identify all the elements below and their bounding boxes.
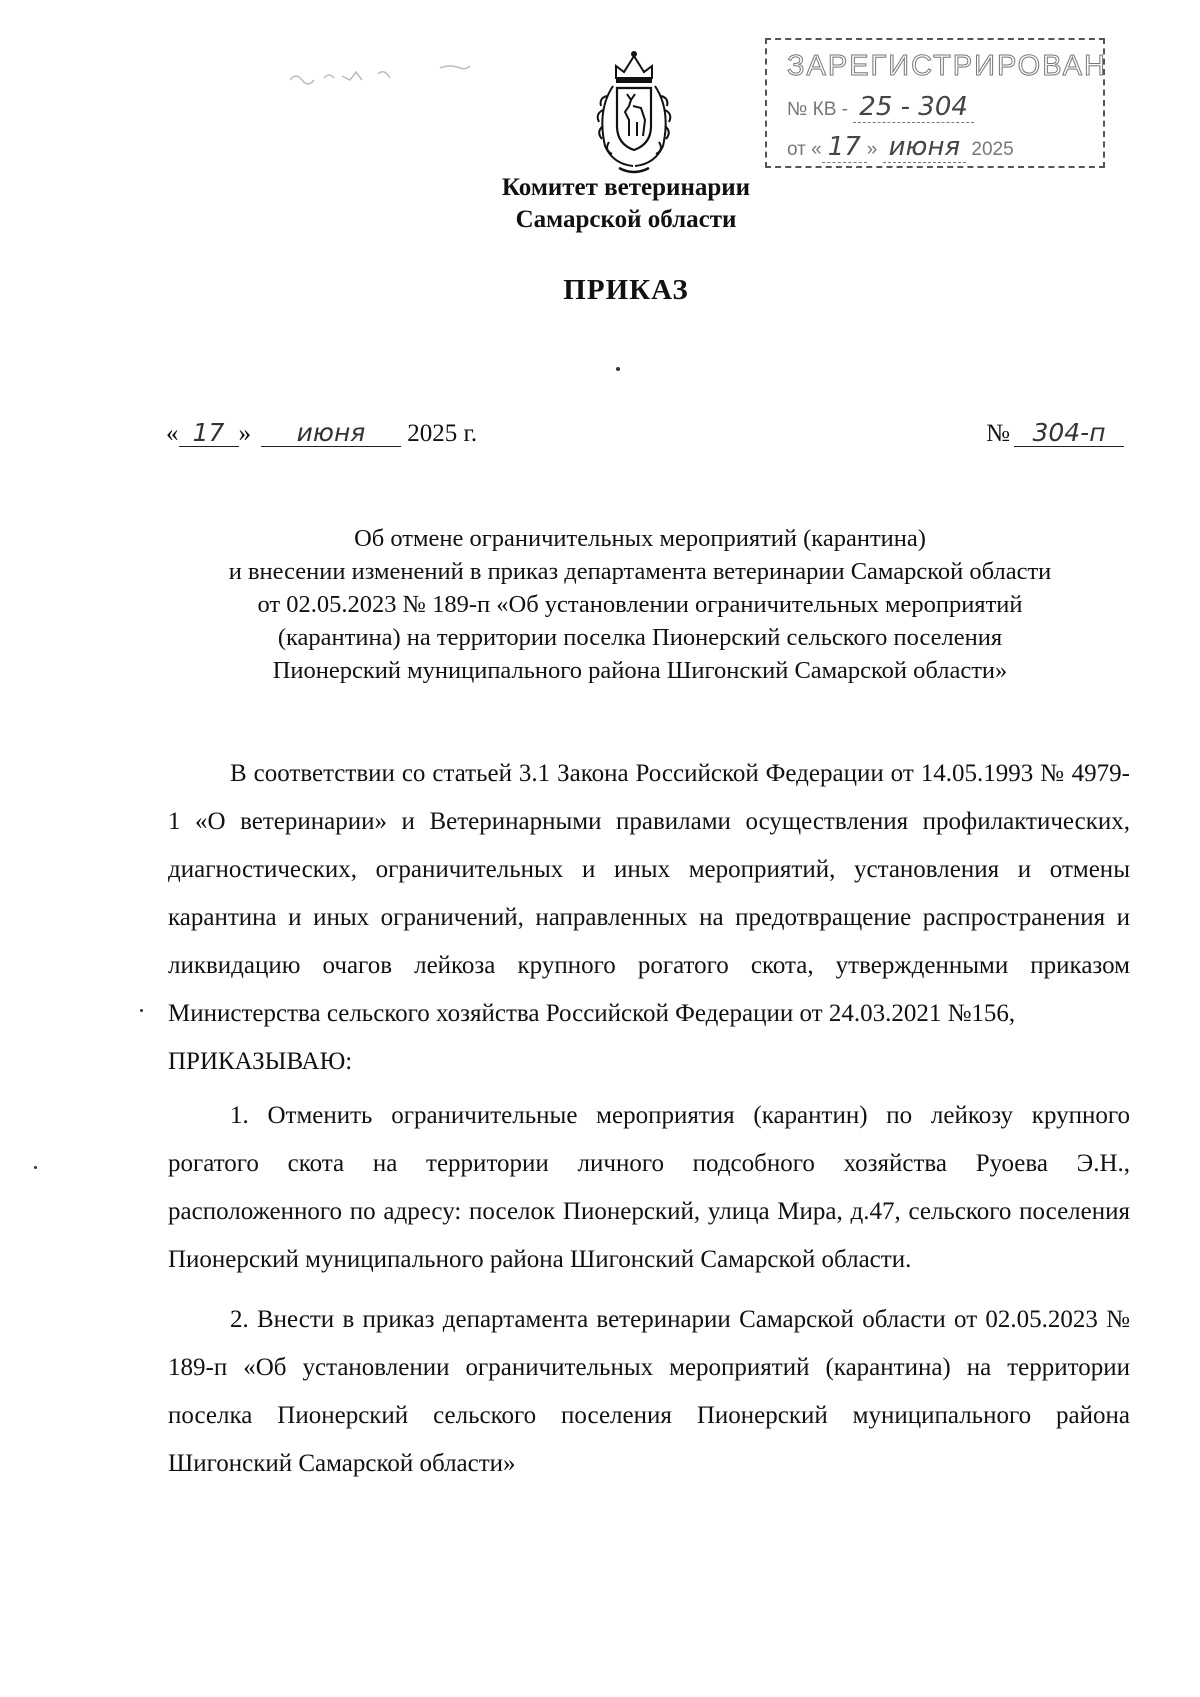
stamp-number-value: 25 - 304 xyxy=(853,92,974,123)
stamp-date-line xyxy=(787,132,1014,162)
faint-handwriting-mark xyxy=(290,62,490,92)
number-sign: № xyxy=(986,420,1010,447)
stamp-date-mid: » xyxy=(866,139,878,160)
order-subject xyxy=(150,522,1130,687)
registration-stamp xyxy=(765,38,1105,168)
order-number-line xyxy=(986,420,1124,448)
scan-speck xyxy=(616,367,620,371)
subject-line-5: Пионерский муниципального района Шигонский Самарской области» xyxy=(272,657,1008,684)
org-line-2: Самарской области xyxy=(515,206,737,233)
order-body xyxy=(168,750,1130,1488)
subject-line-1: Об отмене ограничительных мероприятий (карантина) xyxy=(354,525,926,552)
subject-line-4: (карантина) на территории поселка Пионерский сельского поселения xyxy=(277,624,1003,651)
organization-name xyxy=(0,172,1200,236)
org-line-1: Комитет ветеринарии xyxy=(501,174,751,201)
stamp-title: ЗАРЕГИСТРИРОВАН xyxy=(787,50,1107,82)
date-day-handwritten: 17 xyxy=(179,420,239,447)
subject-line-2: и внесении изменений в приказ департамента ветеринарии Самарской области xyxy=(228,558,1052,585)
order-item-2: 2. Внести в приказ департамента ветеринарии Самарской области от 02.05.2023 № 189-п «Об установлении ограничительных мероприятий (карантина) на территории поселка Пионерский сельского поселения Пионерский муниципального района Шигонский Самарской области» xyxy=(168,1306,1130,1477)
coat-of-arms-emblem xyxy=(589,48,679,176)
date-open-quote: « xyxy=(166,420,179,447)
stamp-date-year: 2025 xyxy=(971,139,1014,160)
stamp-number-prefix: № КВ - xyxy=(787,99,849,120)
scan-speck xyxy=(140,1009,143,1012)
preamble-paragraph: В соответствии со статьей 3.1 Закона Российской Федерации от 14.05.1993 № 4979-1 «О ветеринарии» и Ветеринарными правилами осуществления профилактических, диагностических, ограничительных и иных мероприятий, установления и отмены карантина и иных ограничений, направленных на предотвращение распространения и ликвидацию очагов лейкоза крупного рогатого скота, утвержденными приказом Министерства сельского хозяйства Российской Федерации от 24.03.2021 №156, xyxy=(168,760,1130,1027)
order-item-1: 1. Отменить ограничительные мероприятия (карантин) по лейкозу крупного рогатого скота на территории личного подсобного хозяйства Руоева Э.Н., расположенного по адресу: поселок Пионерский, улица Мира, д.47, сельского поселения Пионерский муниципального района Шигонский Самарской области. xyxy=(168,1102,1130,1273)
stamp-date-month: июня xyxy=(883,132,966,163)
document-type-title: ПРИКАЗ xyxy=(563,274,689,306)
date-close-quote: » xyxy=(238,420,251,447)
date-year: 2025 г. xyxy=(407,420,478,447)
stamp-date-prefix: от « xyxy=(787,139,822,160)
stamp-date-day: 17 xyxy=(822,132,867,163)
scan-speck xyxy=(34,1166,37,1169)
order-number-handwritten: 304-п xyxy=(1014,420,1124,447)
order-date-line xyxy=(166,420,477,448)
order-word: ПРИКАЗЫВАЮ: xyxy=(168,1048,353,1075)
stamp-number-line xyxy=(787,92,974,122)
date-month-handwritten: июня xyxy=(261,420,401,447)
subject-line-3: от 02.05.2023 № 189-п «Об установлении ограничительных мероприятий xyxy=(257,591,1023,618)
